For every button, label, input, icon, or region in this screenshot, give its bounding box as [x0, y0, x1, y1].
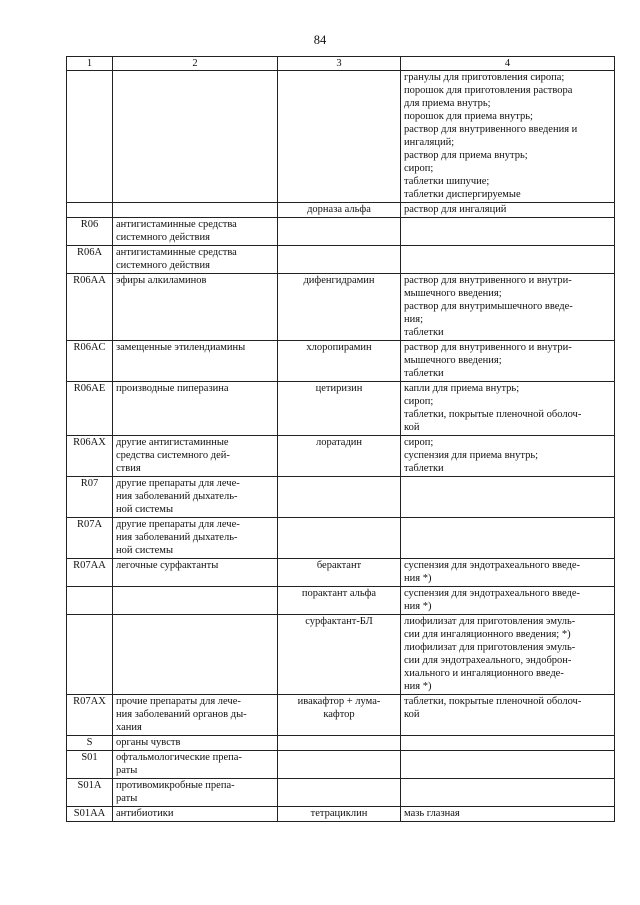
drug-name-cell [278, 615, 401, 695]
drug-name-cell-line: лоратадин [315, 437, 363, 448]
dosage-form-cell [401, 779, 615, 807]
group-name-cell-line: раты [116, 765, 138, 776]
group-name-cell-line: другие препараты для лече- [116, 478, 240, 489]
table-row [67, 751, 615, 779]
group-name-cell-line: прочие препараты для лече- [116, 696, 241, 707]
dosage-form-cell-line: сии для ингаляционного введения; *) [404, 629, 571, 640]
table-row [67, 341, 615, 382]
table-row [67, 779, 615, 807]
group-name-cell [113, 218, 278, 246]
dosage-form-cell [401, 382, 615, 436]
drug-name-cell-line: ивакафтор + лума- [297, 696, 381, 707]
dosage-form-cell [401, 436, 615, 477]
table-row [67, 615, 615, 695]
drug-name-cell [278, 587, 401, 615]
dosage-form-cell-line: сироп; [404, 437, 434, 448]
group-name-cell [113, 274, 278, 341]
group-name-cell-line: антибиотики [116, 808, 174, 819]
group-name-cell-line: производные пиперазина [116, 383, 229, 394]
header-cell-1: 1 [67, 57, 113, 71]
dosage-form-cell-line: таблетки [404, 463, 444, 474]
atc-code-cell: S01 [67, 751, 113, 779]
dosage-form-cell-line: сироп; [404, 396, 434, 407]
drug-table [66, 56, 615, 822]
drug-name-cell-line: кафтор [323, 709, 355, 720]
dosage-form-cell-line: лиофилизат для приготовления эмуль- [404, 642, 576, 653]
group-name-cell-line: легочные сурфактанты [116, 560, 219, 571]
group-name-cell-line: хания [116, 722, 142, 733]
drug-name-cell [278, 246, 401, 274]
dosage-form-cell-line: для приема внутрь; [404, 98, 491, 109]
group-name-cell [113, 695, 278, 736]
dosage-form-cell-line: раствор для ингаляций [404, 204, 507, 215]
dosage-form-cell [401, 274, 615, 341]
group-name-cell-line: органы чувств [116, 737, 181, 748]
dosage-form-cell-line: хиального и ингаляционного введе- [404, 668, 564, 679]
page-number: 84 [313, 33, 327, 47]
drug-name-cell [278, 559, 401, 587]
table-row [67, 382, 615, 436]
group-name-cell [113, 246, 278, 274]
table-row [67, 274, 615, 341]
dosage-form-cell-line: суспензия для эндотрахеального введе- [404, 588, 581, 599]
drug-name-cell [278, 751, 401, 779]
group-name-cell [113, 751, 278, 779]
header-cell-3: 3 [278, 57, 401, 71]
table-row [67, 477, 615, 518]
group-name-cell-line: системного действия [116, 260, 210, 271]
group-name-cell-line: раты [116, 793, 138, 804]
table-row [67, 436, 615, 477]
dosage-form-cell-line: таблетки, покрытые пленочной оболоч- [404, 409, 582, 420]
drug-name-cell [278, 518, 401, 559]
atc-code-cell: R07AA [67, 559, 113, 587]
header-row [67, 57, 615, 71]
dosage-form-cell [401, 246, 615, 274]
group-name-cell-line: противомикробные препа- [116, 780, 235, 791]
dosage-form-cell [401, 203, 615, 218]
group-name-cell [113, 736, 278, 751]
drug-name-cell [278, 382, 401, 436]
dosage-form-cell-line: суспензия для эндотрахеального введе- [404, 560, 581, 571]
group-name-cell [113, 382, 278, 436]
table-row [67, 695, 615, 736]
dosage-form-cell-line: мазь глазная [404, 808, 460, 819]
dosage-form-cell [401, 71, 615, 203]
dosage-form-cell-line: раствор для внутривенного и внутри- [404, 342, 572, 353]
drug-name-cell-line: порактант альфа [301, 588, 377, 599]
atc-code-cell [67, 71, 113, 203]
atc-code-cell [67, 203, 113, 218]
group-name-cell [113, 341, 278, 382]
dosage-form-cell-line: мышечного введения; [404, 355, 502, 366]
dosage-form-cell [401, 341, 615, 382]
dosage-form-cell-line: ния *) [404, 681, 432, 692]
dosage-form-cell [401, 218, 615, 246]
drug-name-cell-line: берактант [316, 560, 362, 571]
drug-name-cell [278, 695, 401, 736]
atc-code-cell: R07AX [67, 695, 113, 736]
table-row [67, 218, 615, 246]
table-row [67, 559, 615, 587]
drug-name-cell [278, 779, 401, 807]
group-name-cell-line: другие препараты для лече- [116, 519, 240, 530]
dosage-form-cell [401, 751, 615, 779]
atc-code-cell: S [67, 736, 113, 751]
group-name-cell-line: ной системы [116, 504, 174, 515]
dosage-form-cell-line: порошок для приема внутрь; [404, 111, 533, 122]
drug-name-cell-line: тетрациклин [310, 808, 368, 819]
atc-code-cell: S01AA [67, 807, 113, 822]
dosage-form-cell [401, 587, 615, 615]
table-row [67, 518, 615, 559]
group-name-cell-line: антигистаминные средства [116, 219, 237, 230]
table-row [67, 587, 615, 615]
drug-name-cell-line: цетиризин [315, 383, 363, 394]
group-name-cell-line: ния заболеваний дыхатель- [116, 491, 238, 502]
group-name-cell [113, 518, 278, 559]
header-cell-2: 2 [113, 57, 278, 71]
dosage-form-cell-line: таблетки [404, 368, 444, 379]
group-name-cell [113, 779, 278, 807]
dosage-form-cell-line: суспензия для приема внутрь; [404, 450, 539, 461]
table-row [67, 736, 615, 751]
atc-code-cell: R07 [67, 477, 113, 518]
atc-code-cell: R07A [67, 518, 113, 559]
group-name-cell-line: ной системы [116, 545, 174, 556]
dosage-form-cell-line: лиофилизат для приготовления эмуль- [404, 616, 576, 627]
dosage-form-cell-line: таблетки шипучие; [404, 176, 490, 187]
group-name-cell [113, 71, 278, 203]
dosage-form-cell-line: сироп; [404, 163, 434, 174]
dosage-form-cell-line: ингаляций; [404, 137, 455, 148]
group-name-cell [113, 615, 278, 695]
dosage-form-cell-line: таблетки диспергируемые [404, 189, 521, 200]
dosage-form-cell-line: таблетки, покрытые пленочной оболоч- [404, 696, 582, 707]
dosage-form-cell-line: ния *) [404, 601, 432, 612]
drug-name-cell-line: дорназа альфа [307, 204, 371, 215]
group-name-cell-line: антигистаминные средства [116, 247, 237, 258]
group-name-cell [113, 559, 278, 587]
atc-code-cell: R06AA [67, 274, 113, 341]
dosage-form-cell-line: таблетки [404, 327, 444, 338]
table-row [67, 71, 615, 203]
dosage-form-cell [401, 477, 615, 518]
group-name-cell [113, 203, 278, 218]
group-name-cell [113, 477, 278, 518]
dosage-form-cell [401, 518, 615, 559]
dosage-form-cell-line: раствор для приема внутрь; [404, 150, 528, 161]
group-name-cell [113, 587, 278, 615]
group-name-cell-line: средства системного дей- [116, 450, 230, 461]
dosage-form-cell [401, 807, 615, 822]
table-body [67, 71, 615, 822]
table-row [67, 203, 615, 218]
group-name-cell-line: ния заболеваний дыхатель- [116, 532, 238, 543]
dosage-form-cell [401, 559, 615, 587]
group-name-cell-line: офтальмологические препа- [116, 752, 242, 763]
table-row [67, 246, 615, 274]
drug-name-cell [278, 71, 401, 203]
group-name-cell-line: замещенные этилендиамины [116, 342, 246, 353]
atc-code-cell: R06 [67, 218, 113, 246]
atc-code-cell: R06A [67, 246, 113, 274]
drug-name-cell-line: дифенгидрамин [303, 275, 375, 286]
dosage-form-cell-line: сии для эндотрахеального, эндоброн- [404, 655, 572, 666]
drug-name-cell [278, 203, 401, 218]
group-name-cell-line: другие антигистаминные [116, 437, 229, 448]
atc-code-cell: S01A [67, 779, 113, 807]
group-name-cell-line: ствия [116, 463, 141, 474]
atc-code-cell [67, 587, 113, 615]
drug-name-cell [278, 477, 401, 518]
group-name-cell-line: эфиры алкиламинов [116, 275, 207, 286]
group-name-cell-line: системного действия [116, 232, 210, 243]
drug-name-cell [278, 736, 401, 751]
atc-code-cell: R06AX [67, 436, 113, 477]
dosage-form-cell-line: порошок для приготовления раствора [404, 85, 573, 96]
atc-code-cell [67, 615, 113, 695]
dosage-form-cell-line: капли для приема внутрь; [404, 383, 520, 394]
dosage-form-cell [401, 615, 615, 695]
dosage-form-cell-line: раствор для внутримышечного введе- [404, 301, 573, 312]
dosage-form-cell-line: гранулы для приготовления сиропа; [404, 72, 565, 83]
drug-name-cell-line: сурфактант-БЛ [305, 616, 373, 627]
drug-name-cell [278, 218, 401, 246]
dosage-form-cell [401, 695, 615, 736]
group-name-cell-line: ния заболеваний органов ды- [116, 709, 247, 720]
drug-name-cell [278, 341, 401, 382]
drug-name-cell [278, 436, 401, 477]
dosage-form-cell-line: раствор для внутривенного и внутри- [404, 275, 572, 286]
dosage-form-cell [401, 736, 615, 751]
group-name-cell [113, 436, 278, 477]
table-row [67, 807, 615, 822]
drug-name-cell [278, 274, 401, 341]
atc-code-cell: R06AC [67, 341, 113, 382]
atc-code-cell: R06AE [67, 382, 113, 436]
dosage-form-cell-line: ния *) [404, 573, 432, 584]
dosage-form-cell-line: кой [404, 709, 420, 720]
dosage-form-cell-line: кой [404, 422, 420, 433]
dosage-form-cell-line: мышечного введения; [404, 288, 502, 299]
dosage-form-cell-line: ния; [404, 314, 423, 325]
dosage-form-cell-line: раствор для внутривенного введения и [404, 124, 578, 135]
drug-name-cell [278, 807, 401, 822]
group-name-cell [113, 807, 278, 822]
header-cell-4: 4 [401, 57, 615, 71]
drug-name-cell-line: хлоропирамин [306, 342, 372, 353]
